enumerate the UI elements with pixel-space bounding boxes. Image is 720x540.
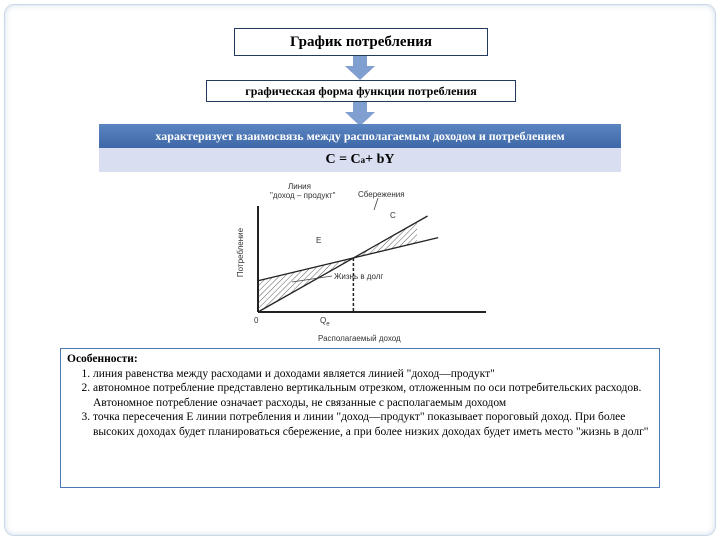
savings-label: Сбережения: [358, 190, 405, 199]
savings-pointer: [374, 198, 378, 210]
list-item: 3. точка пересечения E линии потребления и линии "доход—продукт" показывает пороговый доход. При более высоких доходах будет планироваться сбережение, а при более низких доходах будет иметь место "жизнь в долг": [93, 410, 653, 439]
line-label-2: "доход – продукт": [270, 191, 336, 200]
features-list: [67, 367, 653, 440]
qe-subscript: e: [326, 321, 330, 328]
description-band: характеризует взаимосвязь между располагаемым доходом и потреблением: [99, 124, 621, 148]
formula-prefix: C = C: [325, 152, 361, 167]
subtitle-box: графическая форма функции потребления: [206, 80, 516, 102]
y-axis-label: Потребление: [236, 227, 246, 278]
formula-suffix: + bY: [365, 152, 395, 167]
list-item: 1. линия равенства между расходами и доходами является линией "доход—продукт": [93, 367, 653, 382]
page-title: График потребления: [234, 28, 488, 56]
debt-label: Жизнь в долг: [334, 272, 384, 281]
consumption-chart: [230, 178, 490, 346]
features-heading: Особенности:: [67, 353, 138, 365]
formula-subscript: a: [360, 155, 366, 165]
intersection-label: E: [316, 236, 322, 245]
qe-letter: Q: [320, 316, 327, 325]
qe-label: [320, 316, 330, 330]
chart-canvas: [230, 178, 490, 346]
line-label-1: Линия: [288, 182, 311, 191]
formula-band: [99, 148, 621, 172]
x-axis-label: Располагаемый доход: [318, 334, 401, 343]
list-item: 2. автономное потребление представлено вертикальным отрезком, отложенным по оси потребительских расходов. Автономное потребление означает расходы, не связанные с располагаемым доходом: [93, 381, 653, 410]
consumption-label: C: [390, 211, 396, 220]
origin-label: 0: [254, 316, 259, 325]
down-arrow-icon: [345, 66, 375, 80]
features-box: [60, 348, 660, 488]
income-product-line: [258, 216, 428, 312]
